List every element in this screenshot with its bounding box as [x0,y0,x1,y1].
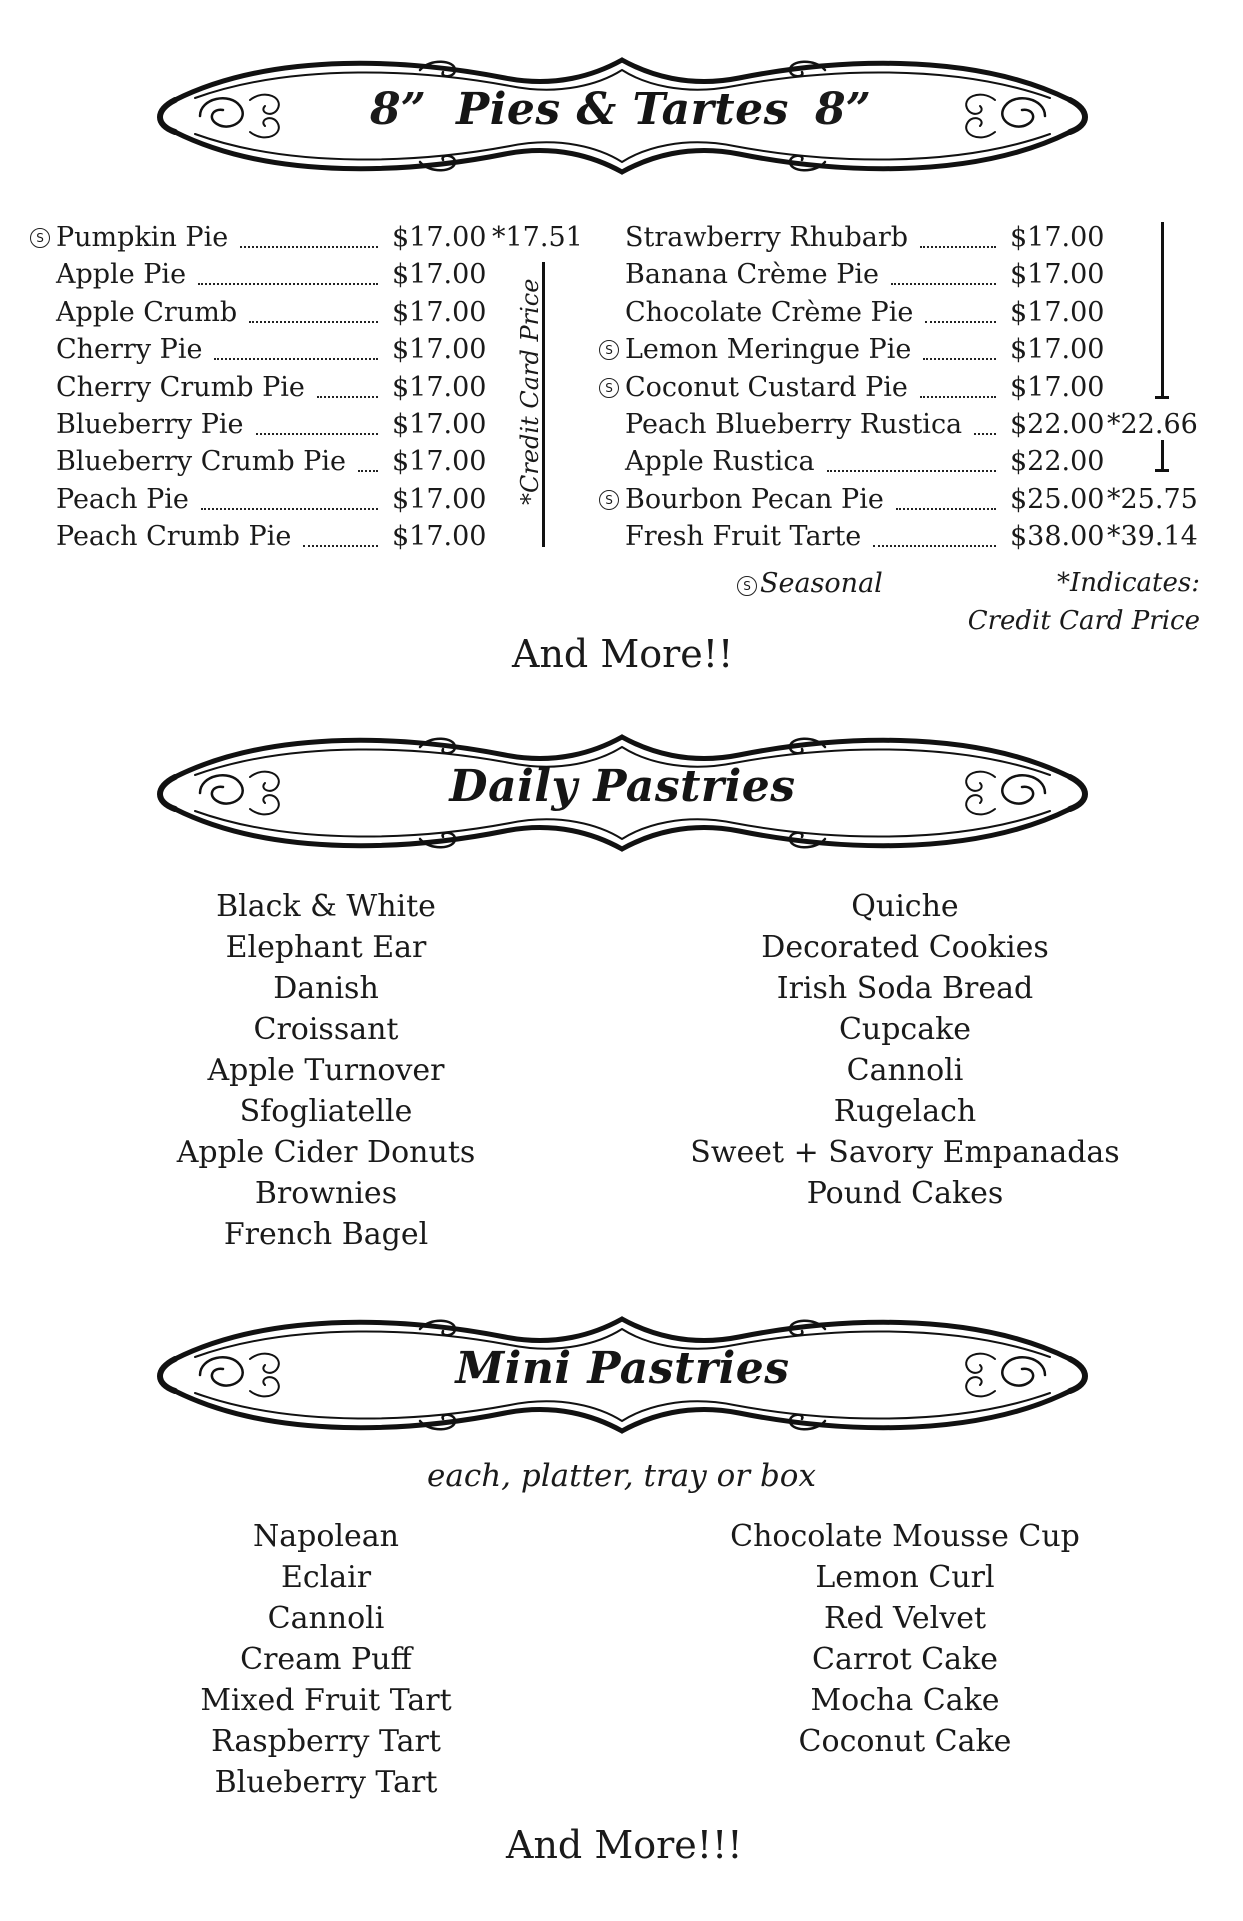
item-name: Apple Rustica [625,446,815,478]
menu-list-item: Irish Soda Bread [776,971,1034,1006]
seasonal-icon: S [599,378,619,398]
menu-list-item: Blueberry Tart [214,1765,438,1800]
menu-list-item: French Bagel [223,1217,429,1252]
leader-dots [920,220,996,248]
daily-pastries-title: Daily Pastries [449,761,796,812]
item-name: Cherry Pie [56,334,203,366]
seasonal-icon: S [30,228,50,248]
item-name: Fresh Fruit Tarte [625,521,862,553]
item-name: Bourbon Pecan Pie [625,483,884,515]
menu-list-item: Mocha Cake [810,1683,1000,1718]
item-name: Peach Crumb Pie [56,521,292,553]
item-price: $17.00 [392,409,487,440]
leader-dots [920,370,996,398]
menu-list-item: Cannoli [846,1053,964,1088]
item-price: $17.00 [392,446,487,478]
leader-dots [896,482,996,510]
mini-pastries-left-list [166,1516,486,1803]
leader-dots [923,332,996,360]
item-name: Peach Pie [56,483,189,515]
menu-list-item: Danish [273,971,379,1006]
menu-item-row [0,257,1243,293]
menu-item-row [0,482,1243,518]
menu-list-item: Carrot Cake [812,1642,998,1677]
menu-item-row [0,519,1243,555]
credit-card-price: *22.66 [1107,409,1198,440]
menu-list-item: Cupcake [838,1012,972,1047]
menu-item-row [0,220,1243,256]
seasonal-icon: S [599,340,619,360]
seasonal-icon: S [599,490,619,510]
item-price: $22.00 [1010,446,1105,478]
leader-dots [974,407,996,435]
leader-dots [925,295,996,323]
item-name: Lemon Meringue Pie [625,334,912,366]
item-price: $25.00 [1010,483,1105,515]
daily-pastries-banner [155,717,1090,867]
item-price: $17.00 [1010,334,1105,366]
mini-pastries-subtitle: each, platter, tray or box [427,1458,816,1494]
mini-pastries-title: Mini Pastries [455,1343,790,1394]
item-name: Strawberry Rhubarb [625,222,909,253]
menu-list-item: Raspberry Tart [211,1724,441,1759]
credit-card-price: *25.75 [1107,483,1198,515]
item-name: Apple Pie [56,259,187,291]
menu-list-item: Elephant Ear [225,930,427,965]
item-price: $38.00 [1010,521,1105,553]
menu-list-item: Lemon Curl [815,1560,995,1595]
item-price: $17.00 [392,222,487,253]
size-left-label: 8” [370,84,426,135]
item-name: Apple Crumb [56,296,238,328]
mini-pastries-right-list [690,1516,1120,1762]
indicates-label: *Indicates: [1057,568,1200,598]
credit-card-bracket-right [1161,222,1164,397]
credit-card-price: *17.51 [492,222,583,253]
item-name: Pumpkin Pie [56,222,229,253]
leader-dots [891,257,996,285]
menu-list-item: Croissant [253,1012,399,1047]
menu-list-item: Sweet + Savory Empanadas [690,1135,1120,1170]
bracket-cap-2 [1155,469,1169,472]
menu-list-item: Cream Puff [240,1642,412,1677]
item-price: $17.00 [1010,296,1105,328]
menu-list-item: Apple Turnover [207,1053,445,1088]
menu-list-item: Rugelach [833,1094,977,1129]
daily-pastries-left-list [166,886,486,1255]
menu-item-row [0,370,1243,406]
item-name: Blueberry Crumb Pie [56,446,346,478]
credit-card-price: *39.14 [1107,521,1198,553]
menu-list-item: Eclair [280,1560,372,1595]
leader-dots [827,444,996,472]
menu-item-row [0,444,1243,480]
and-more-pies: And More!! [512,632,734,676]
menu-list-item: Decorated Cookies [761,930,1049,965]
indicates-credit-card-label: Credit Card Price [967,606,1200,636]
item-name: Coconut Custard Pie [625,371,908,403]
menu-list-item: Chocolate Mousse Cup [730,1519,1080,1554]
menu-list-item: Napolean [253,1519,399,1554]
item-price: $17.00 [392,483,487,515]
item-price: $17.00 [392,521,487,553]
daily-pastries-right-list [690,886,1120,1214]
and-more-mini: And More!!! [506,1823,743,1867]
item-price: $22.00 [1010,409,1105,440]
item-name: Blueberry Pie [56,409,244,440]
menu-list-item: Cannoli [267,1601,385,1636]
pies-section-title: Pies & Tartes [456,84,789,135]
item-name: Banana Crème Pie [625,259,879,291]
item-price: $17.00 [392,259,487,291]
item-name: Cherry Crumb Pie [56,371,305,403]
seasonal-legend: Seasonal [760,568,883,599]
item-price: $17.00 [1010,259,1105,291]
item-price: $17.00 [392,296,487,328]
menu-list-item: Coconut Cake [798,1724,1012,1759]
leader-dots [873,519,996,547]
item-price: $17.00 [1010,371,1105,403]
item-price: $17.00 [392,371,487,403]
menu-list-item: Brownies [254,1176,398,1211]
menu-list-item: Quiche [851,889,959,924]
menu-item-row [0,407,1243,443]
menu-item-row [0,295,1243,331]
credit-card-vertical-label: *Credit Card Price [516,278,544,505]
seasonal-icon: S [737,576,757,596]
menu-list-item: Red Velvet [823,1601,987,1636]
pies-header-banner [155,40,1090,190]
menu-list-item: Pound Cakes [806,1176,1004,1211]
item-name: Chocolate Crème Pie [625,296,914,328]
item-price: $17.00 [392,334,487,366]
bracket-cap-1 [1155,396,1169,399]
menu-list-item: Apple Cider Donuts [176,1135,476,1170]
item-name: Peach Blueberry Rustica [625,409,963,440]
menu-list-item: Sfogliatelle [239,1094,413,1129]
credit-card-bracket-right-2 [1161,440,1164,470]
mini-pastries-banner [155,1299,1090,1449]
size-right-label: 8” [815,84,871,135]
menu-list-item: Black & White [216,889,436,924]
item-price: $17.00 [1010,222,1105,253]
menu-item-row [0,332,1243,368]
menu-list-item: Mixed Fruit Tart [200,1683,452,1718]
